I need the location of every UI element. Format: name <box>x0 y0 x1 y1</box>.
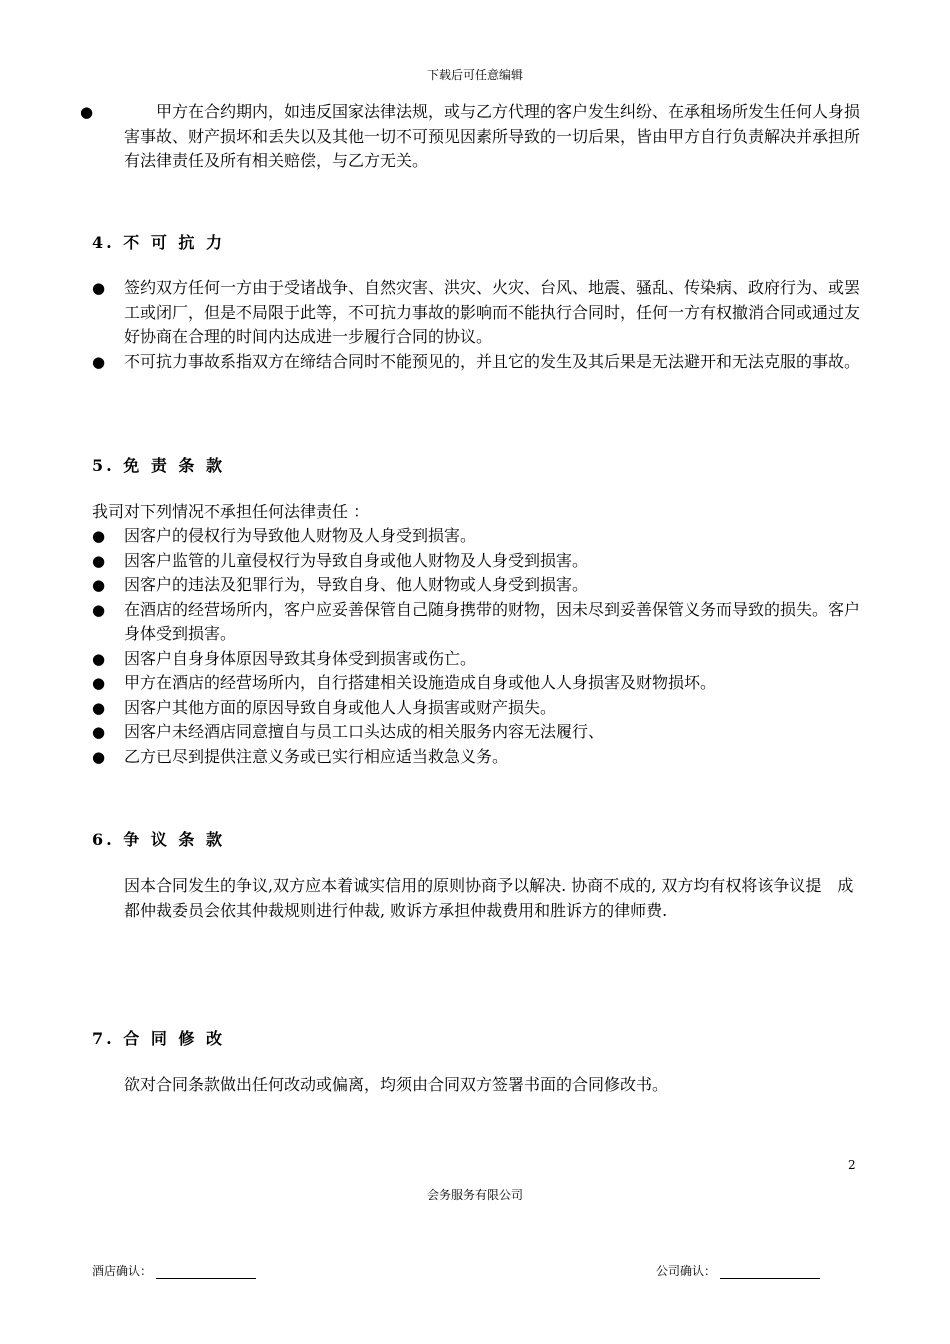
list-item-text: 签约双方任何一方由于受诸战争、自然灾害、洪灾、火灾、台风、地震、骚乱、传染病、政府行为、或罢工或闭厂，但是不局限于此等，不可抗力事故的影响而不能执行合同时，任何一方有权撤消合同或通过友好协商在合理的时间内达成进一步履行合同的协议。 <box>124 278 861 346</box>
section-7-text: 欲对合同条款做出任何改动或偏离，均须由合同双方签署书面的合同修改书。 <box>124 1075 669 1094</box>
top-bullet-list <box>80 100 870 174</box>
list-item-text: 因客户自身身体原因导致其身体受到损害或伤亡。 <box>124 648 477 668</box>
page-number: 2 <box>848 1158 856 1172</box>
list-item-text: 因客户其他方面的原因导致自身或他人人身损害或财产损失。 <box>124 697 557 717</box>
section-7-heading: 7. 合 同 修 改 <box>92 1029 225 1048</box>
section-5-intro: 我司对下列情况不承担任何法律责任 ： <box>92 502 370 521</box>
section-5-heading: 5. 免 责 条 款 <box>92 456 225 475</box>
list-item-text: 因客户未经酒店同意擅自与员工口头达成的相关服务内容无法履行、 <box>124 722 605 741</box>
list-item <box>80 598 870 647</box>
list-item <box>80 647 870 672</box>
company-confirm <box>656 1262 820 1279</box>
list-item-text: 不可抗力事故系指双方在缔结合同时不能预见的，并且它的发生及其后果是无法避开和无法克服的事故。 <box>124 351 861 371</box>
list-item <box>80 100 870 174</box>
company-confirm-label: 公司确认： <box>656 1264 717 1278</box>
bullet-icon: ● <box>92 551 106 570</box>
list-item <box>80 276 870 350</box>
list-item-text: 乙方已尽到提供注意义务或已实行相应适当救急义务。 <box>124 746 509 766</box>
list-item <box>80 720 870 745</box>
hotel-confirm <box>92 1262 256 1279</box>
list-item <box>80 745 870 770</box>
section-6-text: 因本合同发生的争议,双方应本着诚实信用的原则协商予以解决. 协商不成的, 双方均有权将该争议提 成都仲裁委员会依其仲裁规则进行仲裁, 败诉方承担仲裁费用和胜诉方的律师费. <box>124 876 854 920</box>
list-item-text: 因客户的侵权行为导致他人财物及人身受到损害。 <box>124 526 477 545</box>
bullet-icon: ● <box>92 698 106 717</box>
list-item <box>80 350 870 375</box>
bullet-icon: ● <box>92 527 106 545</box>
bullet-icon: ● <box>92 279 106 297</box>
bullet-icon: ● <box>92 674 106 692</box>
list-item-text: 在酒店的经营场所内，客户应妥善保管自己随身携带的财物，因未尽到妥善保管义务而导致的损失。客户身体受到损害。 <box>124 599 861 643</box>
footer-company: 会务服务有限公司 <box>426 1188 523 1202</box>
bullet-icon: ● <box>92 723 106 741</box>
bullet-icon: ● <box>92 747 106 766</box>
company-signature-line <box>720 1266 820 1279</box>
list-item-text: 甲方在合约期内，如违反国家法律法规，或与乙方代理的客户发生纠纷、在承租场所发生任何人身损害事故、财产损坏和丢失以及其他一切不可预见因素所导致的一切后果，皆由甲方自行负责解决并承担所有法律责任及所有相关赔偿，与乙方无关。 <box>124 102 861 170</box>
list-item-text: 甲方在酒店的经营场所内，自行搭建相关设施造成自身或他人人身损害及财物损坏。 <box>124 673 717 692</box>
bullet-icon: ● <box>92 649 106 668</box>
list-item <box>80 573 870 598</box>
section-5-list <box>80 524 870 769</box>
bullet-icon: ● <box>80 103 94 121</box>
section-4-list <box>80 276 870 374</box>
bullet-icon: ● <box>92 352 106 371</box>
list-item <box>80 671 870 696</box>
list-item-text: 因客户监管的儿童侵权行为导致自身或他人财物及人身受到损害。 <box>124 550 589 570</box>
page-header: 下载后可任意编辑 <box>426 68 523 82</box>
list-item-text: 因客户的违法及犯罪行为，导致自身、他人财物或人身受到损害。 <box>124 575 589 594</box>
hotel-confirm-label: 酒店确认： <box>92 1264 153 1278</box>
hotel-signature-line <box>156 1266 256 1279</box>
section-6-heading: 6. 争 议 条 款 <box>92 830 225 849</box>
bullet-icon: ● <box>92 600 106 619</box>
section-4-heading: 4. 不 可 抗 力 <box>92 233 225 252</box>
list-item <box>80 549 870 574</box>
list-item <box>80 696 870 721</box>
list-item <box>80 524 870 549</box>
bullet-icon: ● <box>92 576 106 594</box>
